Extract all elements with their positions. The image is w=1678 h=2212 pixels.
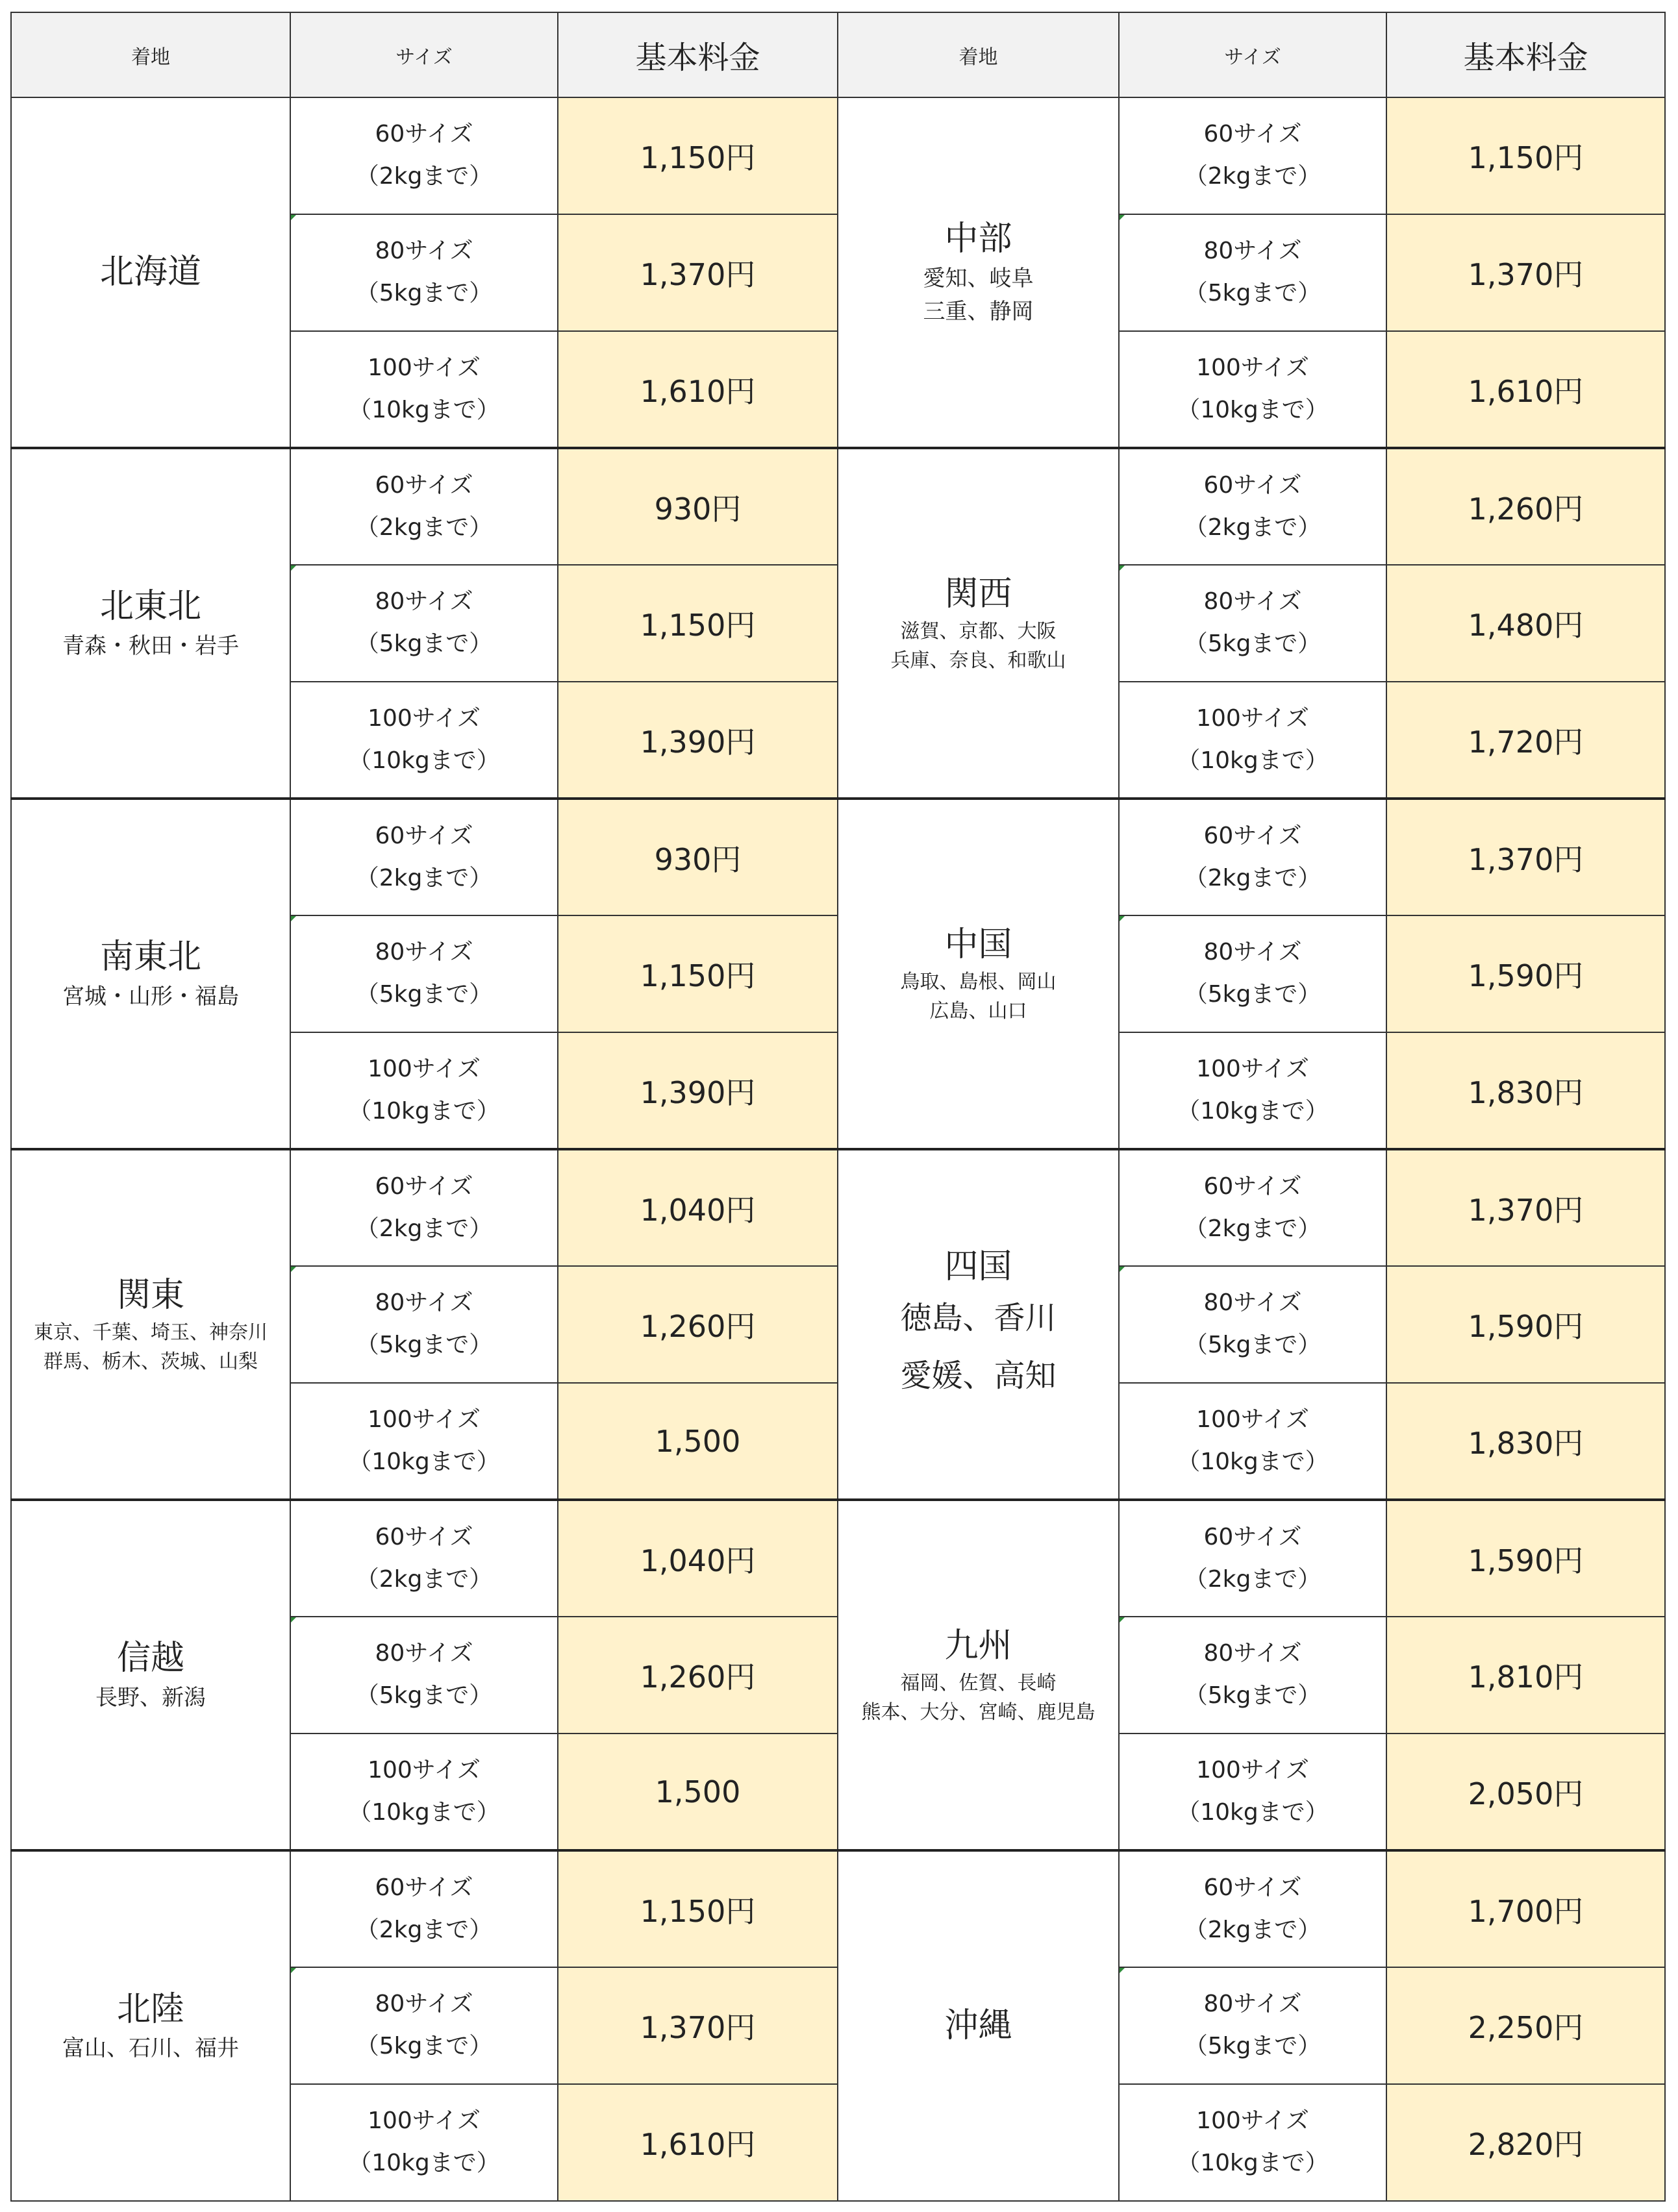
base-fee-cell: 1,810円	[1386, 1617, 1665, 1734]
size-label: 100サイズ	[1196, 704, 1309, 732]
size-label: 80サイズ	[1203, 1640, 1302, 1667]
base-fee-cell: 1,040円	[558, 1500, 838, 1617]
size-weight: （2kgまで）	[355, 864, 493, 891]
destination-prefectures: 福岡、佐賀、長崎	[900, 1672, 1057, 1695]
cell-comment-marker	[1120, 565, 1125, 571]
base-fee-cell: 1,500	[558, 1383, 838, 1500]
size-weight: （10kgまで）	[348, 1097, 500, 1125]
size-cell	[290, 1850, 558, 1967]
destination-cell	[11, 1850, 290, 2201]
size-cell	[1119, 1032, 1386, 1149]
size-label: 60サイズ	[375, 1173, 473, 1200]
size-weight: （2kgまで）	[355, 163, 493, 190]
header-size: サイズ	[1119, 12, 1386, 97]
cell-comment-marker	[1120, 916, 1125, 921]
size-cell	[290, 1266, 558, 1383]
size-label: 60サイズ	[1203, 121, 1302, 148]
size-label: 100サイズ	[368, 354, 481, 381]
size-cell	[290, 1617, 558, 1734]
size-label: 100サイズ	[1196, 2107, 1309, 2135]
base-fee-cell: 2,250円	[1386, 1967, 1665, 2084]
cell-comment-marker	[1120, 1968, 1125, 1973]
size-weight: （2kgまで）	[355, 1916, 493, 1943]
size-label: 60サイズ	[375, 471, 473, 499]
size-cell	[1119, 1734, 1386, 1850]
size-cell	[290, 448, 558, 565]
base-fee-cell: 930円	[558, 448, 838, 565]
size-label: 60サイズ	[1203, 1173, 1302, 1200]
destination-name: 北東北	[99, 587, 201, 627]
base-fee-cell: 1,150円	[1386, 97, 1665, 214]
size-label: 80サイズ	[375, 1991, 473, 2018]
size-cell	[1119, 1383, 1386, 1500]
size-weight: （2kgまで）	[1184, 1565, 1321, 1593]
rate-row	[11, 1500, 1665, 1617]
size-cell	[1119, 1617, 1386, 1734]
size-weight: （10kgまで）	[348, 747, 500, 774]
header-size: サイズ	[290, 12, 558, 97]
size-cell	[1119, 1967, 1386, 2084]
destination-name: 南東北	[99, 938, 201, 977]
size-weight: （10kgまで）	[1177, 1448, 1329, 1475]
destination-cell	[838, 448, 1119, 799]
destination-cell	[11, 799, 290, 1149]
cell-comment-marker	[291, 1267, 296, 1272]
base-fee-cell: 1,720円	[1386, 682, 1665, 799]
size-label: 100サイズ	[1196, 1055, 1309, 1082]
base-fee-cell: 1,590円	[1386, 1266, 1665, 1383]
rate-table-container	[10, 12, 1666, 2202]
size-label: 80サイズ	[375, 1289, 473, 1317]
size-cell	[290, 1734, 558, 1850]
destination-prefectures: 広島、山口	[929, 1000, 1027, 1023]
size-weight: （2kgまで）	[1184, 514, 1321, 541]
size-cell	[290, 1032, 558, 1149]
size-weight: （10kgまで）	[1177, 1798, 1329, 1826]
size-cell	[1119, 331, 1386, 448]
size-cell	[290, 565, 558, 682]
cell-comment-marker	[291, 215, 296, 220]
size-cell	[1119, 1266, 1386, 1383]
base-fee-cell: 1,150円	[558, 915, 838, 1032]
size-weight: （5kgまで）	[1184, 981, 1321, 1008]
destination-cell	[838, 1500, 1119, 1850]
size-cell	[1119, 565, 1386, 682]
destination-prefectures: 群馬、栃木、茨城、山梨	[44, 1350, 258, 1374]
base-fee-cell: 1,390円	[558, 1032, 838, 1149]
base-fee-cell: 1,500	[558, 1734, 838, 1850]
destination-prefectures: 滋賀、京都、大阪	[900, 620, 1057, 643]
size-label: 80サイズ	[375, 1640, 473, 1667]
size-cell	[290, 214, 558, 331]
destination-prefectures: 愛媛、高知	[900, 1358, 1057, 1395]
rate-row	[11, 799, 1665, 915]
rate-table-body	[11, 97, 1665, 2201]
base-fee-cell: 1,260円	[558, 1266, 838, 1383]
size-weight: （10kgまで）	[1177, 2150, 1329, 2176]
size-cell	[290, 1500, 558, 1617]
rate-row	[11, 97, 1665, 214]
size-label: 80サイズ	[375, 238, 473, 265]
size-label: 100サイズ	[368, 1406, 481, 1433]
base-fee-cell: 1,260円	[1386, 448, 1665, 565]
base-fee-cell: 1,370円	[1386, 799, 1665, 915]
size-label: 100サイズ	[1196, 354, 1309, 381]
size-weight: （5kgまで）	[1184, 630, 1321, 657]
base-fee-cell: 1,390円	[558, 682, 838, 799]
size-label: 60サイズ	[375, 1523, 473, 1550]
size-label: 80サイズ	[1203, 1991, 1302, 2018]
destination-cell	[838, 97, 1119, 448]
size-label: 100サイズ	[368, 1055, 481, 1082]
destination-prefectures: 愛知、岐阜	[923, 265, 1034, 292]
size-cell	[1119, 915, 1386, 1032]
size-cell	[290, 1967, 558, 2084]
size-weight: （10kgまで）	[1177, 747, 1329, 774]
size-cell	[1119, 2084, 1386, 2201]
size-weight: （2kgまで）	[1184, 864, 1321, 891]
size-label: 80サイズ	[1203, 238, 1302, 265]
base-fee-cell: 1,700円	[1386, 1850, 1665, 1967]
header-base-fee: 基本料金	[1386, 12, 1665, 97]
base-fee-cell: 1,260円	[558, 1617, 838, 1734]
destination-prefectures: 鳥取、島根、岡山	[900, 971, 1057, 994]
header-destination: 着地	[11, 12, 290, 97]
base-fee-cell: 1,150円	[558, 1850, 838, 1967]
cell-comment-marker	[291, 916, 296, 921]
size-weight: （2kgまで）	[1184, 1215, 1321, 1242]
base-fee-cell: 1,830円	[1386, 1383, 1665, 1500]
size-weight: （10kgまで）	[1177, 396, 1329, 423]
size-weight: （5kgまで）	[355, 280, 493, 306]
size-weight: （5kgまで）	[1184, 1682, 1321, 1709]
destination-prefectures: 青森・秋田・岩手	[62, 632, 239, 659]
destination-prefectures: 富山、石川、福井	[62, 2035, 239, 2062]
destination-name: 北海道	[99, 253, 201, 292]
size-label: 80サイズ	[375, 588, 473, 615]
size-label: 100サイズ	[1196, 1406, 1309, 1433]
size-label: 60サイズ	[1203, 471, 1302, 499]
header-row	[11, 12, 1665, 97]
destination-name: 関東	[116, 1275, 184, 1315]
size-label: 80サイズ	[375, 939, 473, 966]
base-fee-cell: 1,610円	[558, 331, 838, 448]
size-weight: （5kgまで）	[355, 630, 493, 657]
destination-prefectures: 徳島、香川	[900, 1300, 1057, 1337]
base-fee-cell: 1,150円	[558, 97, 838, 214]
rate-row	[11, 1149, 1665, 1266]
size-cell	[290, 915, 558, 1032]
header-base-fee: 基本料金	[558, 12, 838, 97]
cell-comment-marker	[291, 1968, 296, 1973]
size-weight: （10kgまで）	[348, 1448, 500, 1475]
size-label: 60サイズ	[375, 1874, 473, 1901]
base-fee-cell: 1,590円	[1386, 1500, 1665, 1617]
size-cell	[290, 682, 558, 799]
rate-row	[11, 1850, 1665, 1967]
size-label: 100サイズ	[368, 2107, 481, 2135]
base-fee-cell: 930円	[558, 799, 838, 915]
base-fee-cell: 2,050円	[1386, 1734, 1665, 1850]
base-fee-cell: 1,370円	[1386, 1149, 1665, 1266]
cell-comment-marker	[1120, 1267, 1125, 1272]
size-weight: （5kgまで）	[1184, 2033, 1321, 2059]
base-fee-cell: 1,480円	[1386, 565, 1665, 682]
size-weight: （10kgまで）	[1177, 1097, 1329, 1125]
destination-prefectures: 宮城・山形・福島	[62, 983, 239, 1010]
size-label: 60サイズ	[375, 822, 473, 849]
destination-cell	[838, 1850, 1119, 2201]
destination-name: 信越	[116, 1639, 184, 1678]
size-cell	[290, 1383, 558, 1500]
size-weight: （2kgまで）	[1184, 163, 1321, 190]
size-label: 100サイズ	[1196, 1756, 1309, 1783]
destination-prefectures: 三重、静岡	[923, 298, 1034, 325]
destination-name: 関西	[944, 574, 1012, 614]
size-weight: （5kgまで）	[355, 1682, 493, 1709]
size-cell	[1119, 682, 1386, 799]
size-cell	[1119, 214, 1386, 331]
destination-cell	[11, 448, 290, 799]
size-weight: （10kgまで）	[348, 1798, 500, 1826]
destination-prefectures: 兵庫、奈良、和歌山	[890, 649, 1066, 673]
size-cell	[1119, 799, 1386, 915]
size-cell	[290, 1149, 558, 1266]
size-label: 80サイズ	[1203, 588, 1302, 615]
size-cell	[290, 799, 558, 915]
size-label: 80サイズ	[1203, 1289, 1302, 1317]
shipping-rate-table	[10, 12, 1666, 2202]
size-label: 60サイズ	[1203, 1523, 1302, 1550]
rate-row	[11, 448, 1665, 565]
size-weight: （5kgまで）	[355, 981, 493, 1008]
size-cell	[290, 97, 558, 214]
base-fee-cell: 1,590円	[1386, 915, 1665, 1032]
size-label: 100サイズ	[368, 704, 481, 732]
destination-name: 四国	[944, 1247, 1012, 1287]
base-fee-cell: 1,370円	[558, 214, 838, 331]
size-label: 60サイズ	[1203, 1874, 1302, 1901]
cell-comment-marker	[1120, 215, 1125, 220]
destination-cell	[11, 97, 290, 448]
destination-name: 中国	[944, 925, 1012, 964]
header-destination: 着地	[838, 12, 1119, 97]
size-weight: （5kgまで）	[1184, 280, 1321, 306]
destination-cell	[838, 799, 1119, 1149]
base-fee-cell: 1,610円	[1386, 331, 1665, 448]
size-weight: （2kgまで）	[355, 1215, 493, 1242]
size-weight: （2kgまで）	[355, 1565, 493, 1593]
cell-comment-marker	[1120, 1617, 1125, 1622]
size-weight: （5kgまで）	[355, 2033, 493, 2059]
size-label: 60サイズ	[375, 121, 473, 148]
destination-prefectures: 熊本、大分、宮崎、鹿児島	[861, 1701, 1096, 1724]
size-weight: （10kgまで）	[348, 396, 500, 423]
cell-comment-marker	[291, 565, 296, 571]
size-weight: （2kgまで）	[355, 514, 493, 541]
base-fee-cell: 1,370円	[1386, 214, 1665, 331]
size-label: 100サイズ	[368, 1756, 481, 1783]
size-weight: （5kgまで）	[1184, 1332, 1321, 1358]
destination-cell	[838, 1149, 1119, 1500]
destination-name: 北陸	[116, 1989, 184, 2029]
destination-name: 九州	[944, 1626, 1012, 1665]
base-fee-cell: 1,610円	[558, 2084, 838, 2201]
base-fee-cell: 2,820円	[1386, 2084, 1665, 2201]
size-weight: （2kgまで）	[1184, 1916, 1321, 1943]
size-label: 80サイズ	[1203, 939, 1302, 966]
size-weight: （10kgまで）	[348, 2150, 500, 2176]
size-cell	[1119, 1149, 1386, 1266]
destination-prefectures: 東京、千葉、埼玉、神奈川	[34, 1321, 268, 1345]
destination-cell	[11, 1500, 290, 1850]
size-cell	[1119, 97, 1386, 214]
base-fee-cell: 1,150円	[558, 565, 838, 682]
size-cell	[1119, 448, 1386, 565]
destination-prefectures: 長野、新潟	[95, 1684, 206, 1711]
size-cell	[1119, 1850, 1386, 1967]
base-fee-cell: 1,370円	[558, 1967, 838, 2084]
size-cell	[290, 331, 558, 448]
size-label: 60サイズ	[1203, 822, 1302, 849]
base-fee-cell: 1,040円	[558, 1149, 838, 1266]
size-cell	[1119, 1500, 1386, 1617]
cell-comment-marker	[291, 1617, 296, 1622]
size-cell	[290, 2084, 558, 2201]
destination-name: 沖縄	[944, 2006, 1012, 2046]
destination-cell	[11, 1149, 290, 1500]
size-weight: （5kgまで）	[355, 1332, 493, 1358]
destination-name: 中部	[944, 219, 1012, 259]
base-fee-cell: 1,830円	[1386, 1032, 1665, 1149]
